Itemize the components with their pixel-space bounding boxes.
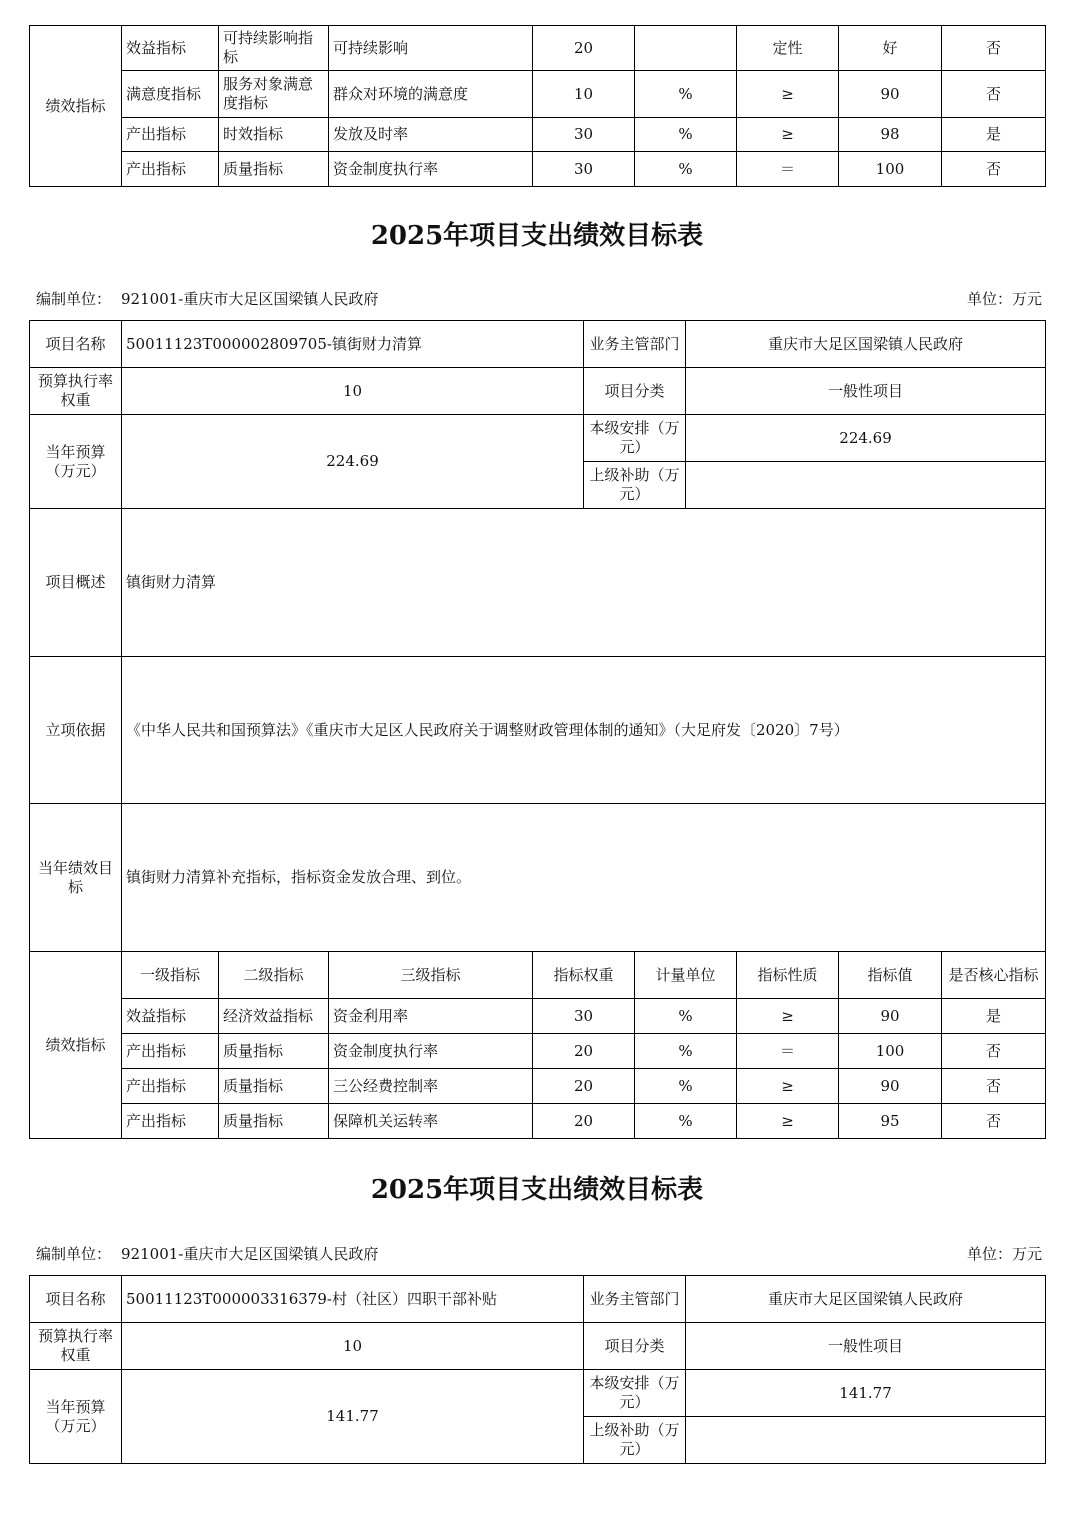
- l1-cell: 效益指标: [122, 999, 219, 1034]
- value-cell: 98: [839, 118, 942, 152]
- perf-group-label: 绩效指标: [30, 26, 122, 187]
- core-cell: 否: [942, 152, 1046, 187]
- section-title: 2025年项目支出绩效目标表: [370, 221, 704, 251]
- dept-value: 重庆市大足区国梁镇人民政府: [686, 1276, 1046, 1323]
- header-nature: 指标性质: [737, 952, 839, 999]
- basis-label: 立项依据: [30, 657, 122, 804]
- org-line: [36, 288, 1042, 309]
- nature-cell: ≥: [737, 1069, 839, 1104]
- l3-cell: 群众对环境的满意度: [329, 71, 533, 118]
- own-level-label: 本级安排（万元）: [584, 415, 686, 462]
- nature-cell: ＝: [737, 152, 839, 187]
- l2-cell: 时效指标: [219, 118, 329, 152]
- category-value: 一般性项目: [686, 1323, 1046, 1370]
- l2-cell: 质量指标: [219, 1034, 329, 1069]
- header-unit: 计量单位: [635, 952, 737, 999]
- exec-weight-value: 10: [122, 1323, 584, 1370]
- project-name-label: 项目名称: [30, 321, 122, 368]
- header-weight: 指标权重: [533, 952, 635, 999]
- header-l1: 一级指标: [122, 952, 219, 999]
- upper-level-value: [686, 462, 1046, 509]
- l1-cell: 效益指标: [122, 26, 219, 71]
- budget-label: 当年预算（万元）: [30, 1370, 122, 1464]
- weight-cell: 20: [533, 1104, 635, 1139]
- unit-cell: %: [635, 118, 737, 152]
- value-cell: 90: [839, 1069, 942, 1104]
- category-label: 项目分类: [584, 1323, 686, 1370]
- l2-cell: 质量指标: [219, 1104, 329, 1139]
- unit-label: 单位：万元: [966, 1245, 1042, 1263]
- nature-cell: 定性: [737, 26, 839, 71]
- org-value: 921001-重庆市大足区国梁镇人民政府: [121, 290, 379, 308]
- weight-cell: 10: [533, 71, 635, 118]
- perf-group-label: 绩效指标: [30, 952, 122, 1139]
- weight-cell: 20: [533, 1034, 635, 1069]
- dept-label: 业务主管部门: [584, 1276, 686, 1323]
- budget-value: 141.77: [122, 1370, 584, 1464]
- l1-cell: 产出指标: [122, 1069, 219, 1104]
- unit-cell: %: [635, 1034, 737, 1069]
- l1-cell: 产出指标: [122, 118, 219, 152]
- value-cell: 95: [839, 1104, 942, 1139]
- overview-value: 镇街财力清算: [122, 509, 1046, 657]
- weight-cell: 20: [533, 1069, 635, 1104]
- weight-cell: 30: [533, 999, 635, 1034]
- dept-value: 重庆市大足区国梁镇人民政府: [686, 321, 1046, 368]
- budget-label: 当年预算（万元）: [30, 415, 122, 509]
- own-level-value: 224.69: [686, 415, 1046, 462]
- section-title: 2025年项目支出绩效目标表: [370, 1175, 704, 1205]
- core-cell: 否: [942, 71, 1046, 118]
- unit-cell: %: [635, 1104, 737, 1139]
- core-cell: 否: [942, 26, 1046, 71]
- overview-label: 项目概述: [30, 509, 122, 657]
- upper-level-label: 上级补助（万元）: [584, 1417, 686, 1464]
- exec-weight-label: 预算执行率权重: [30, 1323, 122, 1370]
- l2-cell: 可持续影响指标: [219, 26, 329, 71]
- l3-cell: 发放及时率: [329, 118, 533, 152]
- value-cell: 好: [839, 26, 942, 71]
- category-value: 一般性项目: [686, 368, 1046, 415]
- value-cell: 100: [839, 152, 942, 187]
- category-label: 项目分类: [584, 368, 686, 415]
- l2-cell: 服务对象满意度指标: [219, 71, 329, 118]
- unit-cell: %: [635, 1069, 737, 1104]
- weight-cell: 20: [533, 26, 635, 71]
- l1-cell: 产出指标: [122, 152, 219, 187]
- top-indicator-table: [29, 25, 1046, 187]
- l3-cell: 资金制度执行率: [329, 1034, 533, 1069]
- value-cell: 90: [839, 71, 942, 118]
- exec-weight-value: 10: [122, 368, 584, 415]
- nature-cell: ≥: [737, 999, 839, 1034]
- header-l2: 二级指标: [219, 952, 329, 999]
- org-line: [36, 1243, 1042, 1264]
- l1-cell: 产出指标: [122, 1034, 219, 1069]
- core-cell: 否: [942, 1034, 1046, 1069]
- org-value: 921001-重庆市大足区国梁镇人民政府: [121, 1245, 379, 1263]
- header-core: 是否核心指标: [942, 952, 1046, 999]
- l3-cell: 三公经费控制率: [329, 1069, 533, 1104]
- header-value: 指标值: [839, 952, 942, 999]
- budget-value: 224.69: [122, 415, 584, 509]
- l2-cell: 经济效益指标: [219, 999, 329, 1034]
- unit-cell: %: [635, 152, 737, 187]
- l3-cell: 保障机关运转率: [329, 1104, 533, 1139]
- l2-cell: 质量指标: [219, 1069, 329, 1104]
- own-level-label: 本级安排（万元）: [584, 1370, 686, 1417]
- dept-label: 业务主管部门: [584, 321, 686, 368]
- value-cell: 90: [839, 999, 942, 1034]
- unit-cell: %: [635, 999, 737, 1034]
- project-name-label: 项目名称: [30, 1276, 122, 1323]
- l1-cell: 满意度指标: [122, 71, 219, 118]
- value-cell: 100: [839, 1034, 942, 1069]
- unit-cell: [635, 26, 737, 71]
- own-level-value: 141.77: [686, 1370, 1046, 1417]
- exec-weight-label: 预算执行率权重: [30, 368, 122, 415]
- l3-cell: 资金制度执行率: [329, 152, 533, 187]
- l3-cell: 资金利用率: [329, 999, 533, 1034]
- l2-cell: 质量指标: [219, 152, 329, 187]
- unit-label: 单位：万元: [966, 290, 1042, 308]
- nature-cell: ＝: [737, 1034, 839, 1069]
- header-l3: 三级指标: [329, 952, 533, 999]
- core-cell: 是: [942, 999, 1046, 1034]
- weight-cell: 30: [533, 118, 635, 152]
- upper-level-label: 上级补助（万元）: [584, 462, 686, 509]
- goal-value: 镇街财力清算补充指标，指标资金发放合理、到位。: [122, 804, 1046, 952]
- unit-cell: %: [635, 71, 737, 118]
- l1-cell: 产出指标: [122, 1104, 219, 1139]
- nature-cell: ≥: [737, 71, 839, 118]
- nature-cell: ≥: [737, 1104, 839, 1139]
- core-cell: 是: [942, 118, 1046, 152]
- basis-value: 《中华人民共和国预算法》《重庆市大足区人民政府关于调整财政管理体制的通知》（大足府发〔2020〕7号）: [122, 657, 1046, 804]
- project1-table: [29, 320, 1046, 1139]
- project-name-value: 50011123T000003316379-村（社区）四职干部补贴: [122, 1276, 584, 1323]
- l3-cell: 可持续影响: [329, 26, 533, 71]
- org-label: 编制单位：: [36, 1245, 112, 1263]
- org-label: 编制单位：: [36, 290, 112, 308]
- project-name-value: 50011123T000002809705-镇街财力清算: [122, 321, 584, 368]
- goal-label: 当年绩效目标: [30, 804, 122, 952]
- core-cell: 否: [942, 1104, 1046, 1139]
- weight-cell: 30: [533, 152, 635, 187]
- project2-table: [29, 1275, 1046, 1464]
- upper-level-value: [686, 1417, 1046, 1464]
- core-cell: 否: [942, 1069, 1046, 1104]
- nature-cell: ≥: [737, 118, 839, 152]
